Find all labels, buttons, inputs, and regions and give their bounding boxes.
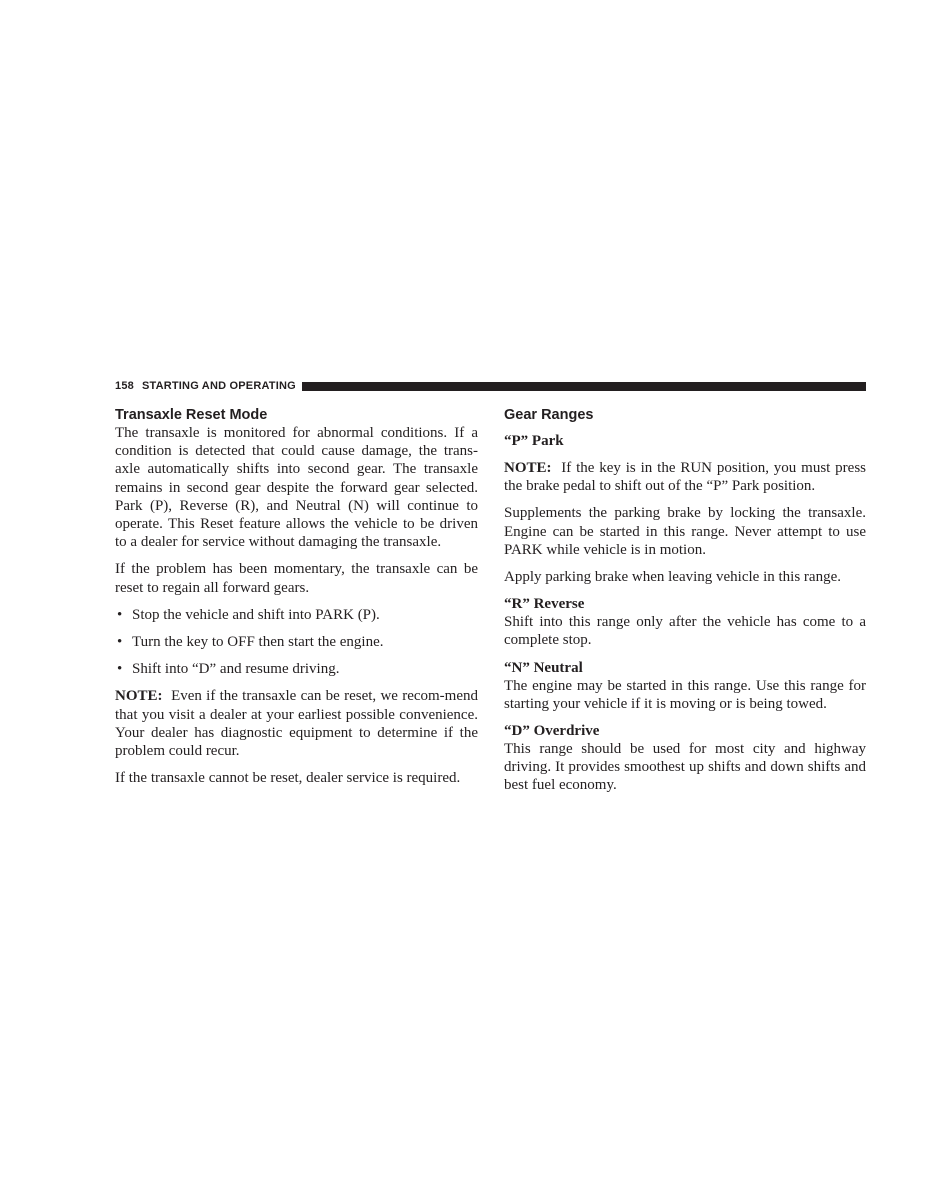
page-number: 158 bbox=[115, 380, 134, 392]
header-rule bbox=[302, 382, 866, 391]
park-paragraph-2: Apply parking brake when leaving vehicle in this range. bbox=[504, 569, 841, 586]
note-text: If the key is in the RUN position, you must press the brake pedal to shift out of the “P” Park position. bbox=[504, 460, 867, 495]
list-item bbox=[115, 606, 478, 624]
bullet-icon: • bbox=[117, 634, 123, 651]
list-item-text: Stop the vehicle and shift into PARK (P). bbox=[132, 606, 380, 623]
gear-ranges-heading: Gear Ranges bbox=[504, 407, 594, 423]
right-column bbox=[504, 406, 866, 795]
list-item bbox=[115, 633, 478, 651]
overdrive-heading: “D” Overdrive bbox=[504, 723, 600, 740]
neutral-heading: “N” Neutral bbox=[504, 659, 583, 676]
reset-steps-list bbox=[115, 606, 478, 679]
list-item-text: Shift into “D” and resume driving. bbox=[132, 661, 340, 678]
bullet-icon: • bbox=[117, 661, 123, 678]
transaxle-reset-paragraph: The transaxle is monitored for abnormal conditions. If a condition is detected that could cause damage, the trans-axle automatically shifts into second gear. The transaxle remains in second gear despite the forward gear selected. Park (P), Reverse (R), and Neutral (N) will continue to operate. This Reset feature allows the vehicle to be driven to a dealer for service without damaging the transaxle. bbox=[115, 425, 478, 551]
note-text: Even if the transaxle can be reset, we recom-mend that you visit a dealer at your earliest possible convenience. Your dealer has diagnostic equipment to determine if the problem could recur. bbox=[115, 688, 479, 760]
park-note bbox=[504, 459, 866, 495]
reverse-heading: “R” Reverse bbox=[504, 596, 585, 613]
note-label: NOTE: bbox=[115, 688, 163, 705]
overdrive-paragraph: This range should be used for most city and highway driving. It provides smoothest up shifts and down shifts and best fuel economy. bbox=[504, 741, 866, 794]
list-item bbox=[115, 660, 478, 678]
note-label: NOTE: bbox=[504, 460, 552, 476]
bullet-icon: • bbox=[117, 606, 123, 623]
page-header bbox=[115, 378, 866, 394]
left-column bbox=[115, 406, 478, 787]
dealer-service-paragraph: If the transaxle cannot be reset, dealer service is required. bbox=[115, 770, 461, 787]
reset-note bbox=[115, 687, 478, 760]
park-heading: “P” Park bbox=[504, 433, 564, 449]
neutral-paragraph: The engine may be started in this range. Use this range for starting your vehicle if it is moving or is being towed. bbox=[504, 677, 866, 712]
reverse-paragraph: Shift into this range only after the vehicle has come to a complete stop. bbox=[504, 614, 866, 649]
park-paragraph-1: Supplements the parking brake by locking the transaxle. Engine can be started in this range. Never attempt to use PARK while vehicle is in motion. bbox=[504, 505, 866, 558]
list-item-text: Turn the key to OFF then start the engine. bbox=[132, 634, 384, 651]
momentary-problem-paragraph: If the problem has been momentary, the transaxle can be reset to regain all forward gears. bbox=[115, 561, 478, 596]
transaxle-reset-heading: Transaxle Reset Mode bbox=[115, 407, 268, 423]
section-title: STARTING AND OPERATING bbox=[141, 380, 296, 392]
